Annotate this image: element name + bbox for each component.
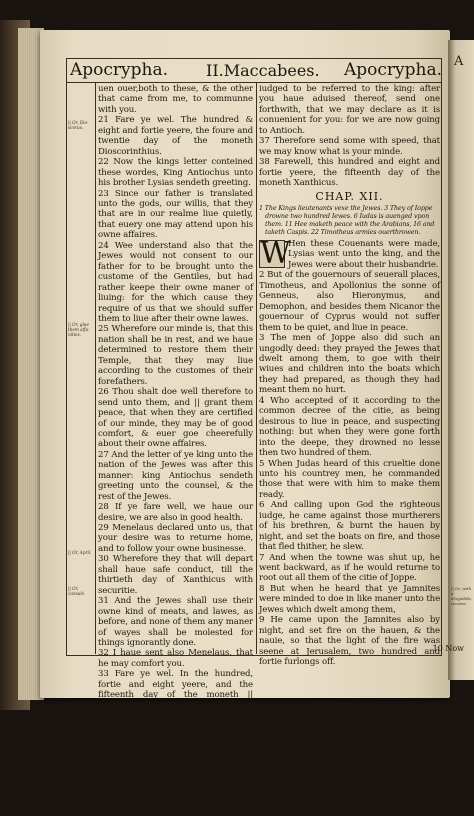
verse: 37 Therefore send some with speed, that we may know what is your minde. xyxy=(259,136,440,157)
verse: 25 Wherefore our minde is, that this nation shall be in rest, and we haue determined to restore them their Temple, that they may liue according to the customes of their forefathers. xyxy=(98,324,253,387)
margin-rule xyxy=(95,82,96,654)
verse: 33 Fare ye wel. In the hundred, fortie and eight yeere, and the fifteenth day of the moneth || Xanthicus. xyxy=(98,669,253,711)
chapter-heading: CHAP. XII. xyxy=(315,189,384,203)
verse: 34 The Romanes also sent unto them a letter conteining these wordes: Quintus Memmius, & Titus Manlius || embassadours of ye Romanes, send greeting unto the people of the Jewes. xyxy=(98,711,253,774)
adjacent-page xyxy=(448,40,474,680)
verse: 2 But of the gouernours of seuerall places, Timotheus, and Apollonius the sonne of Genneus, also Hieronymus, and Demophon, and besides them Nicanor the gouernour of Cyprus would not suffer them to be quiet, and liue in peace. xyxy=(259,270,440,333)
verse: 24 Wee understand also that the Jewes would not consent to our father for to be brought unto the custome of the Gentiles, but had rather keepe their owne maner of liuing: for the which cause they require of us that we should suffer them to liue after their owne lawes. xyxy=(98,240,253,324)
verse-opening xyxy=(259,235,440,271)
text-column-right xyxy=(259,84,440,668)
verse: 6 And calling upon God the righteous iudge, he came against those murtherers of his brethren, & burnt the hauen by night, and set the boats on fire, and those that fled thither, he slew. xyxy=(259,500,440,553)
column-rule xyxy=(256,82,257,654)
verse: 31 And the Jewes shall use their owne kind of meats, and lawes, as before, and none of them any maner of wayes shall be molested for things ignorantly done. xyxy=(98,596,253,649)
verse-text: Hen these Couenants were made, Lysias went unto the king, and the Jewes were about their husbandrie. xyxy=(288,238,440,270)
verse: 22 Now the kings letter conteined these wordes, King Antiochus unto his brother Lysias sendeth greeting. xyxy=(98,157,253,189)
verse: 5 When Judas heard of this crueltie done unto his countrey men, he commanded those that were with him to make them ready. xyxy=(259,458,440,500)
verse: 8 But when he heard that ye Jamnites were minded to doe in like maner unto the Jewes which dwelt among them, xyxy=(259,583,440,615)
verse: 28 If ye fare well, we haue our desire, we are also in good health. xyxy=(98,502,253,523)
header-rule xyxy=(66,82,442,83)
verse: iudged to be referred to the king: after you haue aduised thereof, send one forthwith, that we may declare as it is conuenient for you: for we are now going to Antioch. xyxy=(259,84,440,136)
verse: 35 Whatsoeuer Lysias the kings cousin hath granted, therewith we also are well pleased. xyxy=(98,773,253,805)
margin-note-3: || Or, April. xyxy=(68,550,92,555)
chapter-summary: 1 The Kings lieutenants vexe the Jewes. 3 They of Ioppe drowne two hundred Iewes. 6 Iudas is auenged vpon them. 11 Hee maketh peace with the Arabians, 16 and taketh Caspis. 22 Timotheus armies ouerthrowen. xyxy=(259,203,435,236)
header-center: II.Maccabees. xyxy=(206,61,320,80)
verse: uen ouer,both to these, & the other that came from me, to communne with you. xyxy=(98,84,253,115)
adjacent-page-header: A xyxy=(454,54,464,69)
verse: 27 And the letter of ye king unto the nation of the Jewes was after this manner: king Antiochus sendeth greeting unto the counsel, & the rest of the Jewes. xyxy=(98,449,253,502)
verse: 36 But touching such things as hee xyxy=(98,805,247,816)
verse: 21 Fare ye wel. The hundred & eight and fortie yeere, the foure and twentie day of the moneth Dioscorinthius. xyxy=(98,115,253,157)
verse: 4 Who accepted of it according to the common decree of the citie, as being desirous to liue in peace, and suspecting nothing: but when they were gone forth into the deepe, they drowned no lesse then two hundred of them. xyxy=(259,395,440,459)
verse: 7 And when the towne was shut up, he went backward, as if he would returne to root out all them of the citie of Joppe. xyxy=(259,552,440,584)
verse: 26 Thou shalt doe well therefore to send unto them, and || grant them peace, that when they are certified of our minde, they may be of good comfort, & euer goe cheerefully about their owne affaires. xyxy=(98,387,253,450)
verse: 29 Menelaus declared unto us, that your desire was to returne home, and to follow your owne businesse. xyxy=(98,523,253,554)
margin-note-4: || Or, consuls xyxy=(68,586,84,596)
text-column-left xyxy=(98,84,253,816)
verse: 3 The men of Joppe also did such an ungodly deed: they prayed the Jewes that dwelt among them, to goe with their wiues and children into the boats which they had prepared, as though they had meant them no hurt. xyxy=(259,333,440,396)
margin-note-2: || Or, glue them affa-nities. xyxy=(68,322,90,337)
header-right: Apocrypha. xyxy=(343,60,442,80)
header-left: Apocrypha. xyxy=(70,60,169,80)
catchword: 10 Now xyxy=(432,644,464,653)
verse: 32 I haue sent also Menelaus, that he may comfort you. xyxy=(98,648,253,669)
verse: 38 Farewell, this hundred and eight and fortie yeere, the fifteenth day of the moneth Xanthicus. xyxy=(259,157,440,189)
margin-note-right: || Or, with a dreysibile, receive. xyxy=(451,586,473,606)
verse: 30 Wherefore they that will depart shall haue safe conduct, till the thirtieth day of Xanthicus with securitie. xyxy=(98,554,253,596)
drop-capital: W xyxy=(260,235,291,271)
verse: 23 Since our father is translated unto the gods, our willis, that they that are in our realme liue quietly, that euery one may attend upon his owne affaires. xyxy=(98,188,253,241)
margin-note-1: || Or, Dio-scorus. xyxy=(68,120,89,130)
verse: 9 He came upon the Jamnites also by night, and set fire on the hauen, & the nauie, so that the light of the fire was seene at Jerusalem, two hundred and fortie furlongs off. xyxy=(259,615,440,668)
running-header xyxy=(66,58,442,82)
